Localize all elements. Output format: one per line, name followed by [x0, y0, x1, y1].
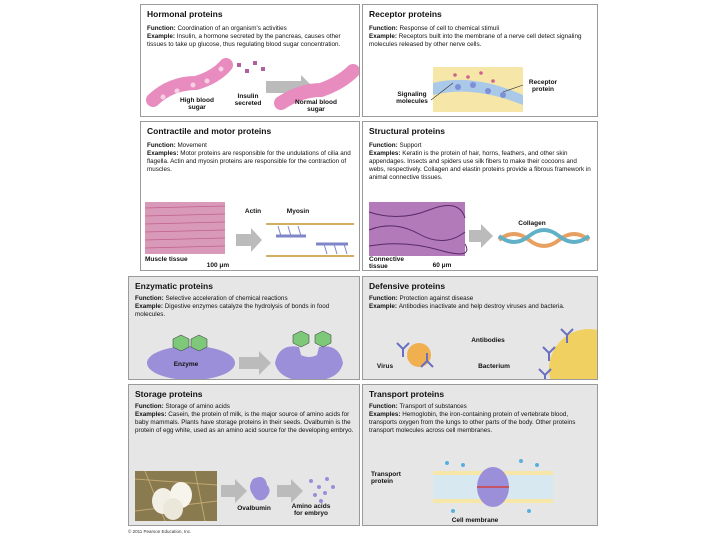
- label-muscle-tissue: Muscle tissue: [145, 256, 188, 263]
- muscle-tissue-image: [145, 202, 225, 254]
- label-myosin: Myosin: [286, 208, 310, 215]
- label-scale-60um: 60 μm: [432, 262, 452, 269]
- panel-title: Enzymatic proteins: [135, 281, 213, 291]
- panel-title: Hormonal proteins: [147, 9, 223, 19]
- panel-storage: [128, 384, 360, 526]
- membrane-diagram: [433, 457, 553, 517]
- label-enzyme: Enzyme: [173, 361, 199, 368]
- label-cell-membrane: Cell membrane: [451, 517, 499, 524]
- egg-photo: [135, 471, 217, 521]
- label-transport-protein: Transport protein: [371, 471, 401, 485]
- label-collagen: Collagen: [518, 220, 546, 227]
- panel-title: Receptor proteins: [369, 9, 442, 19]
- connective-tissue-image: [369, 202, 465, 256]
- panel-title: Defensive proteins: [369, 281, 446, 291]
- panel-transport: [362, 384, 598, 526]
- panel-defensive: [362, 276, 598, 380]
- panel-enzymatic: [128, 276, 360, 380]
- panel-text: Function: Selective acceleration of chemical reactions Example: Digestive enzymes catalyze the hydrolysis of bonds in food molecules.: [135, 295, 330, 318]
- panel-text: Function: Transport of substances Examples: Hemoglobin, the iron-containing protein of vertebrate blood, transports oxygen from the lungs to other parts of the body. Other proteins transport molecules across cell membranes.: [369, 403, 576, 434]
- label-connective-tissue: Connective tissue: [369, 256, 405, 270]
- panel-text: Function: Coordination of an organism's activities Example: Insulin, a hormone secreted by the pancreas, causes other tissues to take up glucose, thus regulating blood sugar concentration.: [147, 25, 341, 48]
- panel-text: Function: Protection against disease Example: Antibodies inactivate and help destroy viruses and bacteria.: [369, 295, 565, 310]
- label-high-blood-sugar: High blood sugar: [180, 97, 214, 111]
- label-virus: Virus: [376, 363, 394, 370]
- panel-hormonal: [140, 4, 360, 117]
- label-actin: Actin: [244, 208, 262, 215]
- copyright: © 2011 Pearson Education, Inc.: [128, 529, 192, 534]
- label-scale-100um: 100 μm: [206, 262, 230, 269]
- panel-structural: [362, 121, 598, 271]
- actin-myosin-diagram: [236, 212, 356, 271]
- label-normal-blood-sugar: Normal blood sugar: [295, 99, 337, 113]
- label-insulin-secreted: Insulin secreted: [234, 93, 262, 107]
- label-bacterium: Bacterium: [478, 363, 510, 370]
- panel-text: Function: Response of cell to chemical stimuli Example: Receptors built into the membrane of a nerve cell detect signaling molecules released by other nerve cells.: [369, 25, 582, 48]
- label-antibodies: Antibodies: [471, 337, 505, 344]
- label-ovalbumin: Ovalbumin: [237, 505, 271, 512]
- enzyme-diagram: [129, 277, 360, 380]
- panel-text: Function: Storage of amino acids Examples: Casein, the protein of milk, is the major source of amino acids for baby mammals. Plants have storage proteins in their seeds. Ovalbumin is the protein of egg white, used as an amino acid source for the developing embryo.: [135, 403, 354, 434]
- panel-title: Structural proteins: [369, 126, 446, 136]
- panel-title: Storage proteins: [135, 389, 203, 399]
- panel-receptor: [362, 4, 598, 117]
- panel-text: Function: Support Examples: Keratin is the protein of hair, horns, feathers, and other skin appendages. Insects and spiders use silk fibers to make their cocoons and webs, respectively. Collagen and elastin proteins provide a fibrous framework in animal connective tissues.: [369, 142, 591, 181]
- label-receptor-protein: Receptor protein: [528, 79, 558, 93]
- panel-text: Function: Movement Examples: Motor proteins are responsible for the undulations of cilia and flagella. Actin and myosin proteins are responsible for the contraction of muscles.: [147, 142, 351, 173]
- panel-contractile: [140, 121, 360, 271]
- panel-title: Transport proteins: [369, 389, 445, 399]
- label-amino-acids: Amino acids for embryo: [291, 503, 331, 517]
- label-signaling-molecules: Signaling molecules: [396, 91, 428, 105]
- panel-title: Contractile and motor proteins: [147, 126, 272, 136]
